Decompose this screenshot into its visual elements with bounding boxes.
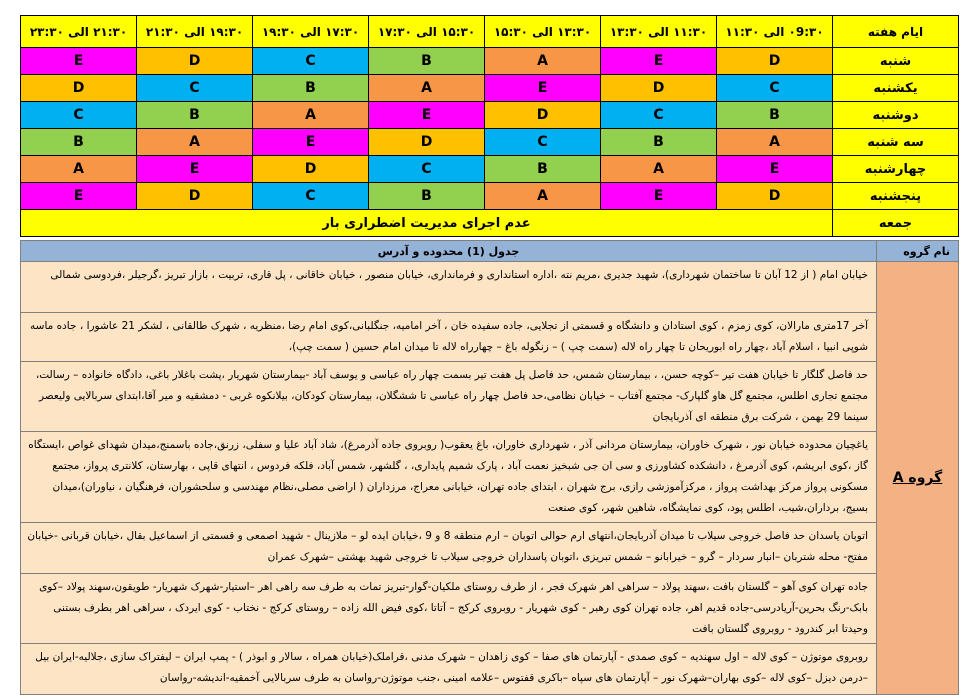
group-cell: E xyxy=(21,183,137,210)
area-address: یاغچیان محدوده خیابان نور ، شهرک خاوران، بیمارستان مردانی آذر ، شهرداری خاوران، باغ یعقوب( روبروی جاده آذرمرغ)، شاد آباد علیا و سفلی، زرنق،جاده باسمنج،میدان شهدای غواص ،ایستگاه گاز ،کوی ابریشم، کوی آذرمرغ ، دانشکده کشاورزی و سی ان جی شبخیز نعمت آباد ، پارک شمیم پایداری، ، گلشهر، شمس آباد، فلکه فردوس ، انتهای قاپی ، بهارستان، کلانتری پرواز، مجتمع مسکونی پرواز مرکز بهداشت پرواز ، مرکزآموزشی رازی، برج شهران ، ابتدای جاده تهران، خیابانی معراج، مرزداران ( اراضی مصلی،نظام مهندسی و سلحشوران، فرهنگیان ، نیاوران)،میدان بسیج، برداران،شیب، اطلس پود، کوی نمایشگاه، شاهین شهر، کوی صنعت xyxy=(21,432,877,523)
group-cell: E xyxy=(21,48,137,75)
group-cell: D xyxy=(137,183,253,210)
group-cell: A xyxy=(369,75,485,102)
group-cell: E xyxy=(601,183,717,210)
load-schedule-table xyxy=(20,15,959,237)
group-cell: B xyxy=(369,48,485,75)
day-row-tuesday xyxy=(21,129,959,156)
area-address: روبروی موتوژن – کوی لاله – اول سهندیه – کوی صمدی - آپارتمان های صفا – کوی زاهدان – شهرک مدنی ،قراملک(خیابان همراه ، سالار و ابوذر ) - پمپ ایران – لیفتراک سازی ،جلالیه-ایران بیل –درمن دیزل –کوی لاله –کوی بهاران–شهرک نور – آپارتمان های سپاه –باکری قفتوس –علامه امینی ،جنب موتوژن-رواسان به طرف سربالایی آخمقیه-اندیشه-رواسان xyxy=(21,644,877,695)
group-cell: C xyxy=(253,48,369,75)
days-header: ایام هفته xyxy=(833,16,959,48)
group-cell: C xyxy=(717,75,833,102)
group-cell: E xyxy=(253,129,369,156)
group-name: گروه A xyxy=(892,470,943,486)
group-cell: C xyxy=(601,102,717,129)
day-name: شنبه xyxy=(833,48,959,75)
day-row-thursday xyxy=(21,183,959,210)
group-cell: D xyxy=(485,102,601,129)
area-row xyxy=(21,523,959,574)
area-row xyxy=(21,262,959,313)
group-cell: E xyxy=(485,75,601,102)
day-name: پنجشنبه xyxy=(833,183,959,210)
slot-header: ۱۷:۳۰ الی ۱۹:۳۰ xyxy=(253,16,369,48)
slot-header: ۱۵:۳۰ الی ۱۷:۳۰ xyxy=(369,16,485,48)
area-address: اتوبان یاسدان حد فاصل خروجی سیلاب تا میدان آذربایجان،انتهای ارم حوالی اتوبان – ارم منطقه 8 و 9 ،خیابان ایده لو – ملازینال - شهید اصمعی و قسمتی از اسماعیل بقال ،خیابان قربانی -خیابان مفتح- محله شتربان –انبار سردار – گرو – خیرابانو – شمس تبریزی ،اتوبان پاسداران خروجی سیلاب تا خروجی شهید بهشتی –شهرک عمران xyxy=(21,523,877,574)
group-cell: D xyxy=(253,156,369,183)
day-name: چهارشنبه xyxy=(833,156,959,183)
day-row-saturday xyxy=(21,48,959,75)
group-cell: A xyxy=(485,48,601,75)
group-cell: D xyxy=(137,48,253,75)
group-cell: A xyxy=(253,102,369,129)
group-cell: A xyxy=(21,156,137,183)
day-name: دوشنبه xyxy=(833,102,959,129)
day-row-sunday xyxy=(21,75,959,102)
group-cell: C xyxy=(485,129,601,156)
group-cell: A xyxy=(485,183,601,210)
group-cell: C xyxy=(137,75,253,102)
group-cell: B xyxy=(253,75,369,102)
day-row-monday xyxy=(21,102,959,129)
day-name: سه شنبه xyxy=(833,129,959,156)
group-cell: A xyxy=(601,156,717,183)
group-cell: A xyxy=(137,129,253,156)
day-row-friday xyxy=(21,210,959,237)
day-name: یکشنبه xyxy=(833,75,959,102)
group-cell: A xyxy=(717,129,833,156)
group-cell: D xyxy=(717,183,833,210)
area-row xyxy=(21,574,959,644)
group-cell: B xyxy=(21,129,137,156)
group-cell: B xyxy=(717,102,833,129)
group-cell: B xyxy=(601,129,717,156)
group-label xyxy=(877,262,959,695)
slot-header: ۲۱:۳۰ الی ۲۳:۳۰ xyxy=(21,16,137,48)
group-cell: C xyxy=(253,183,369,210)
group-cell: E xyxy=(137,156,253,183)
group-cell: E xyxy=(601,48,717,75)
area-address-table xyxy=(20,240,959,695)
group-cell: B xyxy=(137,102,253,129)
group-name-header: نام گروه xyxy=(877,241,959,262)
friday-note: عدم اجرای مدیریت اضطراری بار xyxy=(21,210,833,237)
group-cell: D xyxy=(717,48,833,75)
area-header-row xyxy=(21,241,959,262)
group-cell: D xyxy=(369,129,485,156)
area-row xyxy=(21,432,959,523)
group-cell: B xyxy=(485,156,601,183)
schedule-header-row xyxy=(21,16,959,48)
area-address: خیابان امام ( از 12 آبان تا ساختمان شهرداری)، شهید جدیری ،مریم نته ،اداره استانداری و فرمانداری، خیابان منصور ، خیابان خاقانی ، پل قاری، تربیت ، بازار تبریز ،گرجیلر ،فردوسی شمالی xyxy=(21,262,877,313)
group-cell: B xyxy=(369,183,485,210)
day-name: جمعه xyxy=(833,210,959,237)
slot-header: ۰9:۳۰ الی ۱۱:۳۰ xyxy=(717,16,833,48)
slot-header: ۱۹:۳۰ الی ۲۱:۳۰ xyxy=(137,16,253,48)
day-row-wednesday xyxy=(21,156,959,183)
group-cell: D xyxy=(601,75,717,102)
area-address: جاده تهران کوی آهو – گلستان بافت ،سهند پولاد – سراهی اهر شهرک فجر ، از طرف روستای ملکیان-گوار-تبریز تمات به طرف سه راهی اهر –استیار-شهرک شهریار- طویقون،سهند پولاد –کوی بابک-رنگ بحرین-آریادرسی-جاده قدیم اهر، جاده تهران کوی رهبر - کوی شهریار - روبروی کرکج – آتاتا ،کوی فیض الله زاده – روستای کرکج - نختاب - کوی ایردک ، سراهی اهر بطرف بستنی وحیدتا ابر کندرود - روبروی گلستان بافت xyxy=(21,574,877,644)
area-address: حد فاصل گلگار تا خیابان هفت تیر –کوچه حسن، ، بیمارستان شمس، حد فاصل پل هفت تیر بسمت چهار راه عباسی و یوسف آباد -بیمارستان شهریار ،پشت باغلار باغی، دادگاه خانواده – رسالت، مجتمع تجاری اطلس، مجتمع گل هاو گلپارک- مجتمع آفتاب – خیابان نظامی،حد فاصل چهار راه عباسی تا ششگلان، بیمارستان کودکان، بیلانکوه غربی - دمشقیه و میر آقا،ابتدای سربالایی ولیعصر سینما 29 بهمن ، شرکت برق منطقه ای آذربایجان xyxy=(21,362,877,432)
group-cell: C xyxy=(369,156,485,183)
slot-header: ۱۳:۳۰ الی ۱۵:۳۰ xyxy=(485,16,601,48)
group-cell: E xyxy=(369,102,485,129)
area-address: آخر 17متری مارالان، کوی زمزم ، کوی استادان و دانشگاه و قسمتی از تجلایی، جاده سفیده خان ، آخر امامیه، جنگلبانی،کوی امام رضا ،منظریه ، شهرک طالقانی ، لشکر 21 عاشورا ، جاده ماسه شوپی انبیا ، اسلام آباد ،چهار راه ابوریحان تا چهار راه لاله (سمت چپ ) – زنگوله باغ – چهارراه لاله تا میدان امام حسین ( سمت چپ)، xyxy=(21,313,877,362)
slot-header: ۱۱:۳۰ الی ۱۳:۳۰ xyxy=(601,16,717,48)
group-cell: E xyxy=(717,156,833,183)
area-table-title: جدول (1) محدوده و آدرس xyxy=(21,241,877,262)
area-row xyxy=(21,362,959,432)
group-cell: C xyxy=(21,102,137,129)
group-cell: D xyxy=(21,75,137,102)
area-row xyxy=(21,313,959,362)
